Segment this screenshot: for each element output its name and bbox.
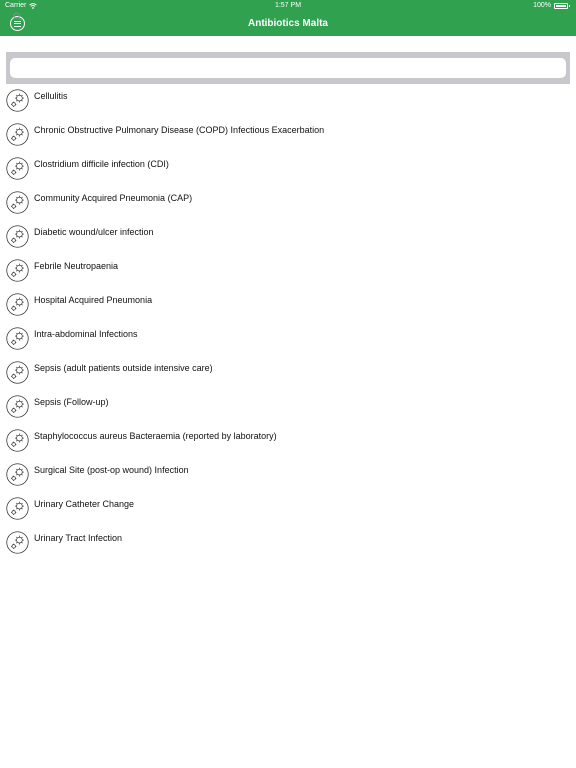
bacteria-icon <box>6 497 29 520</box>
bacteria-icon <box>6 259 29 282</box>
search-input[interactable] <box>10 58 566 78</box>
bacteria-icon <box>6 123 29 146</box>
list-item-label: Hospital Acquired Pneumonia <box>34 295 153 305</box>
battery-percent: 100% <box>533 2 551 9</box>
list-item[interactable] <box>0 290 576 324</box>
list-item[interactable] <box>0 392 576 426</box>
bacteria-icon <box>6 191 29 214</box>
list-item[interactable] <box>0 154 576 188</box>
list-item-label: Sepsis (adult patients outside intensive care) <box>34 363 213 373</box>
list-item[interactable] <box>0 188 576 222</box>
carrier-label: Carrier <box>5 2 27 9</box>
status-time: 1:57 PM <box>274 2 302 9</box>
battery-indicator <box>533 2 568 9</box>
list-item-label: Febrile Neutropaenia <box>34 261 119 271</box>
search-icon <box>13 12 22 21</box>
list-item-label: Surgical Site (post-op wound) Infection <box>34 465 189 475</box>
list-item-label: Chronic Obstructive Pulmonary Disease (COPD) Infectious Exacerbation <box>34 125 325 135</box>
list-item[interactable] <box>0 358 576 392</box>
battery-icon <box>554 3 568 9</box>
app-header <box>0 0 576 36</box>
list-item[interactable] <box>0 494 576 528</box>
bacteria-icon <box>6 293 29 316</box>
list-item-label: Urinary Catheter Change <box>34 499 135 509</box>
bacteria-icon <box>6 429 29 452</box>
bacteria-icon <box>6 463 29 486</box>
list-item-label: Diabetic wound/ulcer infection <box>34 227 154 237</box>
list-item[interactable] <box>0 120 576 154</box>
bacteria-icon <box>6 531 29 554</box>
bacteria-icon <box>6 89 29 112</box>
list-item[interactable] <box>0 528 576 562</box>
bacteria-icon <box>6 157 29 180</box>
list-item-label: Staphylococcus aureus Bacteraemia (reported by laboratory) <box>34 431 277 441</box>
bacteria-icon <box>6 225 29 248</box>
list-item[interactable] <box>0 426 576 460</box>
list-item[interactable] <box>0 86 576 120</box>
list-item[interactable] <box>0 222 576 256</box>
status-bar <box>0 0 576 12</box>
bacteria-icon <box>6 327 29 350</box>
list-item-label: Clostridium difficile infection (CDI) <box>34 159 169 169</box>
infection-list <box>0 86 576 562</box>
search-bar <box>6 52 570 84</box>
list-item[interactable] <box>0 324 576 358</box>
nav-bar <box>0 12 576 36</box>
list-item-label: Urinary Tract Infection <box>34 533 123 543</box>
page-title: Antibiotics Malta <box>247 18 328 29</box>
list-item[interactable] <box>0 256 576 290</box>
list-item-label: Community Acquired Pneumonia (CAP) <box>34 193 193 203</box>
bacteria-icon <box>6 395 29 418</box>
list-item[interactable] <box>0 460 576 494</box>
list-item-label: Cellulitis <box>34 91 68 101</box>
bacteria-icon <box>6 361 29 384</box>
list-item-label: Intra-abdominal Infections <box>34 329 138 339</box>
list-item-label: Sepsis (Follow-up) <box>34 397 109 407</box>
